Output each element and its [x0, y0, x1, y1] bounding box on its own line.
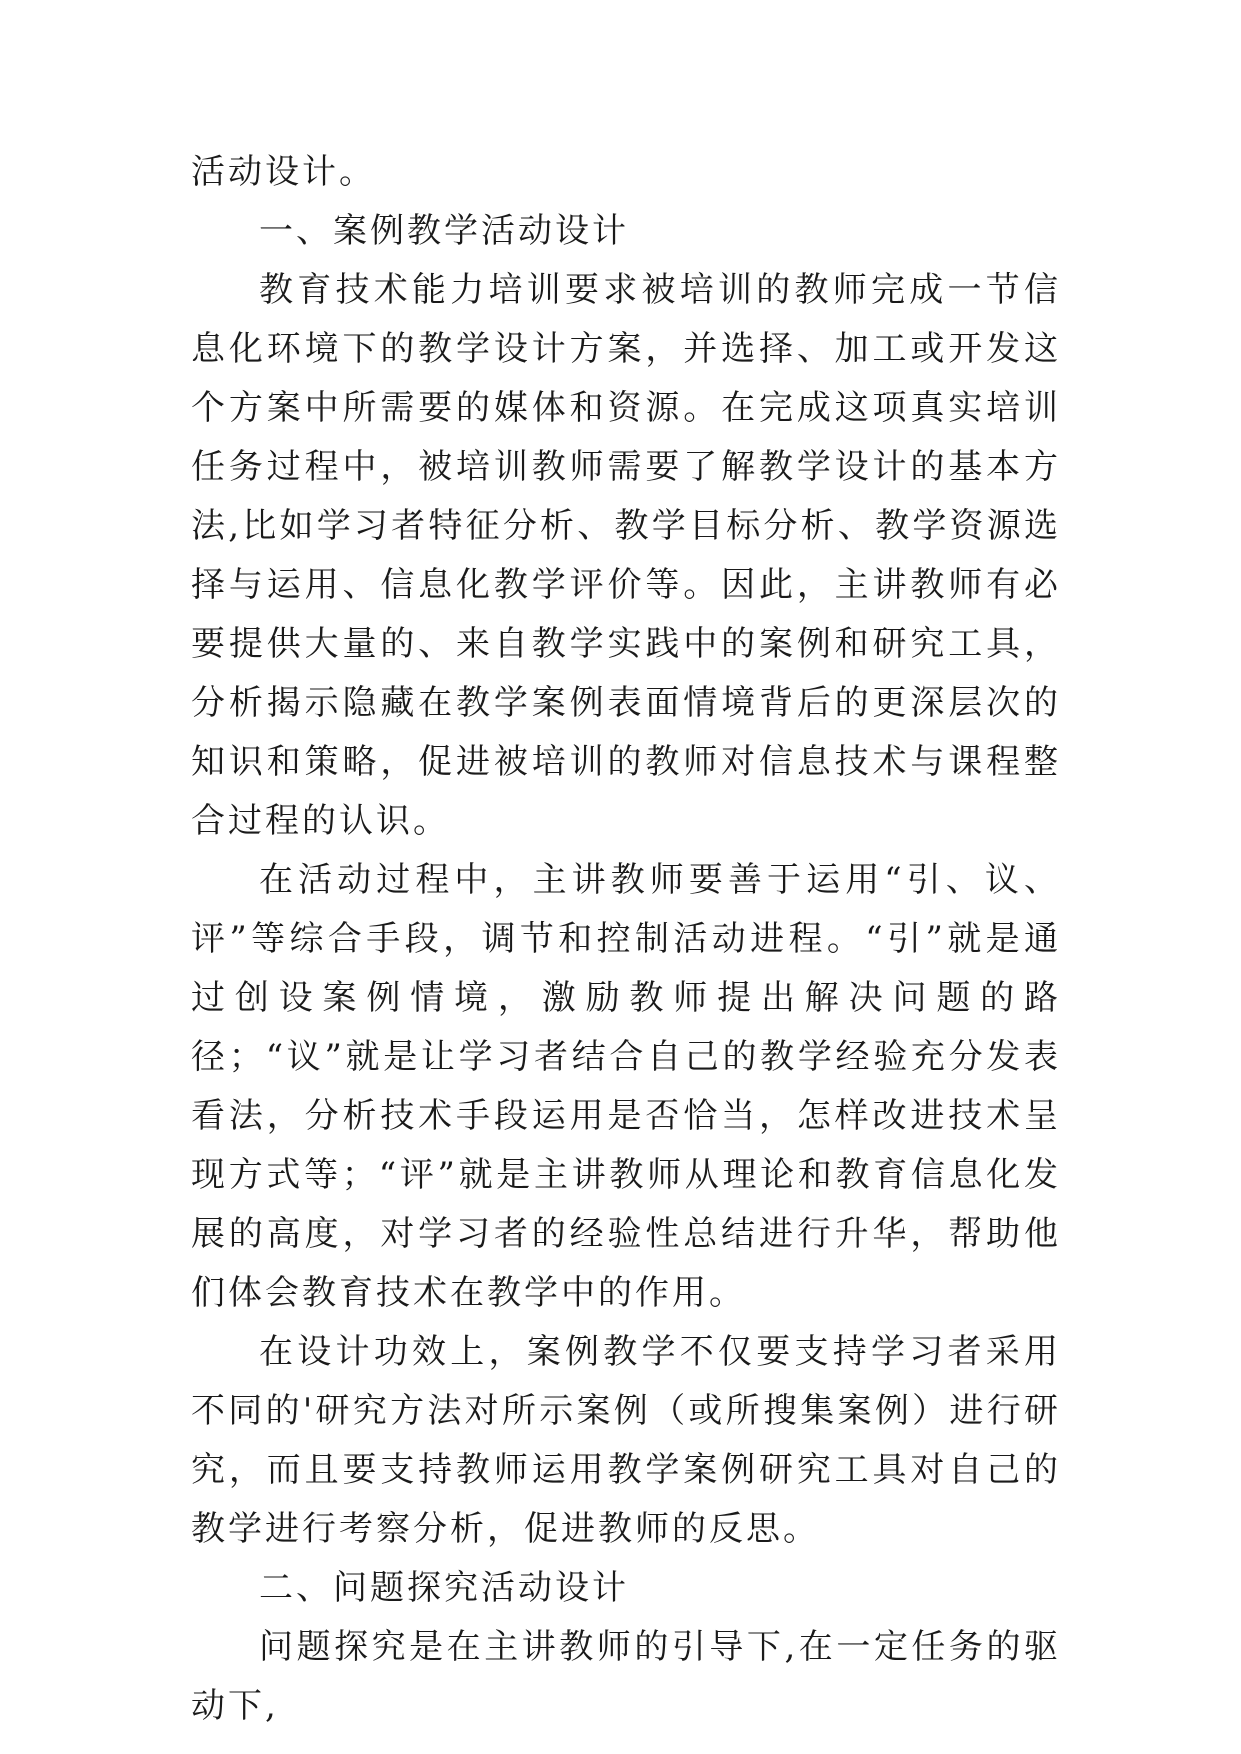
section-heading-case-teaching: 一、案例教学活动设计 — [259, 211, 629, 251]
paragraph-design-effect: 在设计功效上，案例教学不仅要支持学习者采用不同的'研究方法对所示案例（或所搜集案例）进行研究，而且要支持教师运用教学案例研究工具对自己的教学进行考察分析，促进教师的反思。 — [191, 1332, 1061, 1549]
paragraph-training-requirements: 教育技术能力培训要求被培训的教师完成一节信息化环境下的教学设计方案，并选择、加工或开发这个方案中所需要的媒体和资源。在完成这项真实培训任务过程中，被培训教师需要了解教学设计的基本方法,比如学习者特征分析、教学目标分析、教学资源选择与运用、信息化教学评价等。因此，主讲教师有必要提供大量的、来自教学实践中的案例和研究工具，分析揭示隐藏在教学案例表面情境背后的更深层次的知识和策略，促进被培训的教师对信息技术与课程整合过程的认识。 — [191, 270, 1061, 841]
body-text — [191, 143, 1061, 1736]
paragraph-continuation: 活动设计。 — [191, 152, 376, 192]
section-heading-problem-inquiry: 二、问题探究活动设计 — [259, 1568, 629, 1608]
paragraph-problem-inquiry: 问题探究是在主讲教师的引导下,在一定任务的驱动下, — [191, 1627, 1061, 1726]
paragraph-activity-process: 在活动过程中，主讲教师要善于运用“引、议、评”等综合手段，调节和控制活动进程。“引”就是通过创设案例情境，激励教师提出解决问题的路径；“议”就是让学习者结合自己的教学经验充分发表看法，分析技术手段运用是否恰当，怎样改进技术呈现方式等；“评”就是主讲教师从理论和教育信息化发展的高度，对学习者的经验性总结进行升华，帮助他们体会教育技术在教学中的作用。 — [191, 860, 1061, 1313]
